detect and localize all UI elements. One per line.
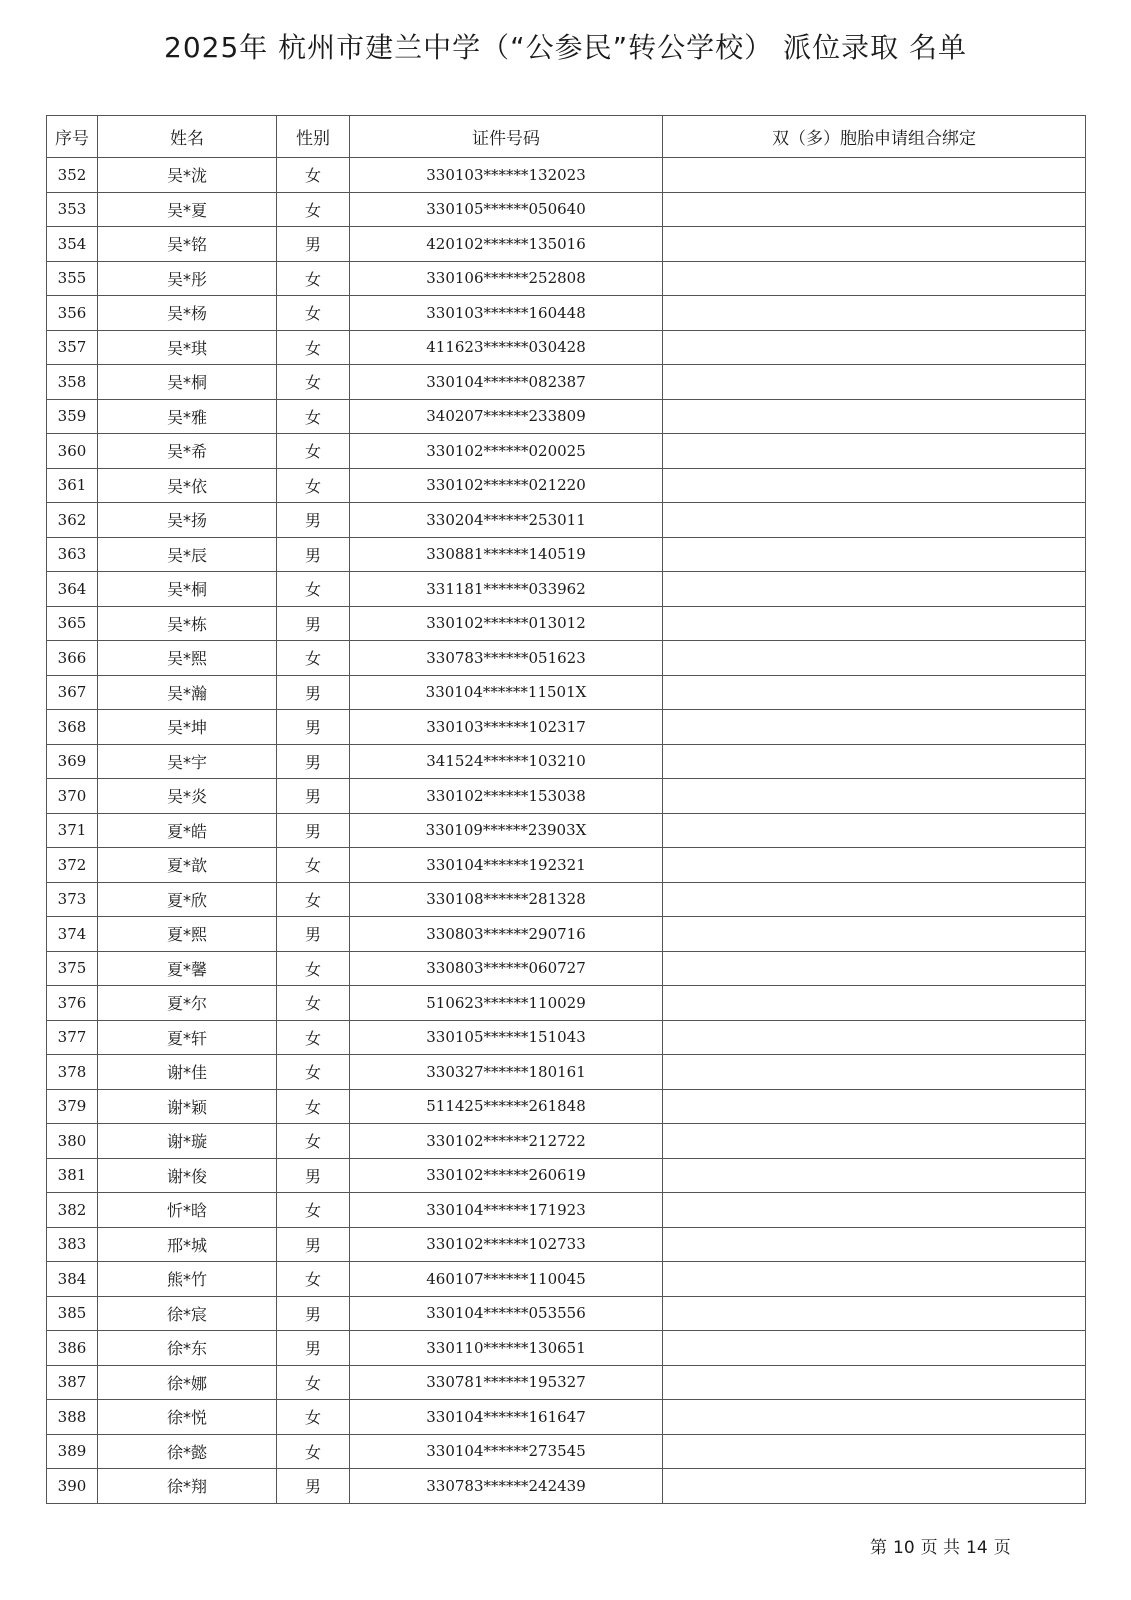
cell-gender: 女 (277, 641, 350, 676)
table-row (47, 606, 1086, 641)
cell-gender: 男 (277, 1296, 350, 1331)
cell-gender: 女 (277, 986, 350, 1021)
cell-gender: 女 (277, 296, 350, 331)
cell-index: 368 (47, 710, 98, 745)
footer-total-pages: 14 (966, 1538, 988, 1558)
cell-index: 374 (47, 917, 98, 952)
table-row (47, 1262, 1086, 1297)
cell-name: 吴*桐 (98, 572, 277, 607)
cell-name: 徐*翔 (98, 1469, 277, 1504)
cell-index: 358 (47, 365, 98, 400)
cell-index: 375 (47, 951, 98, 986)
cell-id-number: 330104******161647 (350, 1400, 663, 1435)
cell-gender: 女 (277, 1365, 350, 1400)
cell-name: 吴*依 (98, 468, 277, 503)
cell-gender: 男 (277, 503, 350, 538)
cell-gender: 男 (277, 606, 350, 641)
cell-name: 邢*城 (98, 1227, 277, 1262)
cell-index: 371 (47, 813, 98, 848)
cell-index: 376 (47, 986, 98, 1021)
cell-id-number: 330803******060727 (350, 951, 663, 986)
footer-page-number: 10 (893, 1538, 915, 1558)
cell-name: 吴*坤 (98, 710, 277, 745)
cell-id-number: 330102******013012 (350, 606, 663, 641)
cell-id-number: 330204******253011 (350, 503, 663, 538)
footer-middle: 页 共 (920, 1538, 961, 1558)
cell-index: 353 (47, 192, 98, 227)
cell-gender: 女 (277, 468, 350, 503)
page-title: 2025年 杭州市建兰中学（“公参民”转公学校） 派位录取 名单 (164, 31, 967, 64)
table-row (47, 744, 1086, 779)
table-row (47, 537, 1086, 572)
cell-index: 369 (47, 744, 98, 779)
cell-id-number: 511425******261848 (350, 1089, 663, 1124)
table-row (47, 848, 1086, 883)
table-row (47, 365, 1086, 400)
cell-id-number: 330104******171923 (350, 1193, 663, 1228)
cell-index: 361 (47, 468, 98, 503)
cell-name: 谢*颖 (98, 1089, 277, 1124)
cell-index: 380 (47, 1124, 98, 1159)
cell-id-number: 330104******082387 (350, 365, 663, 400)
cell-twins-binding (663, 1227, 1086, 1262)
cell-name: 吴*宇 (98, 744, 277, 779)
cell-twins-binding (663, 468, 1086, 503)
cell-gender: 女 (277, 572, 350, 607)
cell-name: 吴*炎 (98, 779, 277, 814)
cell-index: 366 (47, 641, 98, 676)
cell-twins-binding (663, 537, 1086, 572)
cell-twins-binding (663, 399, 1086, 434)
table-row (47, 641, 1086, 676)
cell-gender: 男 (277, 1158, 350, 1193)
cell-name: 夏*轩 (98, 1020, 277, 1055)
cell-index: 364 (47, 572, 98, 607)
cell-index: 387 (47, 1365, 98, 1400)
cell-name: 徐*娜 (98, 1365, 277, 1400)
cell-gender: 女 (277, 882, 350, 917)
cell-name: 吴*琪 (98, 330, 277, 365)
cell-twins-binding (663, 158, 1086, 193)
cell-gender: 女 (277, 1124, 350, 1159)
cell-gender: 男 (277, 537, 350, 572)
cell-id-number: 330102******021220 (350, 468, 663, 503)
cell-index: 388 (47, 1400, 98, 1435)
cell-index: 390 (47, 1469, 98, 1504)
cell-twins-binding (663, 1124, 1086, 1159)
table-row (47, 813, 1086, 848)
cell-gender: 男 (277, 675, 350, 710)
cell-id-number: 330110******130651 (350, 1331, 663, 1366)
cell-twins-binding (663, 296, 1086, 331)
cell-gender: 女 (277, 399, 350, 434)
cell-gender: 男 (277, 779, 350, 814)
cell-index: 354 (47, 227, 98, 262)
cell-id-number: 330881******140519 (350, 537, 663, 572)
cell-name: 谢*璇 (98, 1124, 277, 1159)
cell-gender: 女 (277, 434, 350, 469)
cell-twins-binding (663, 572, 1086, 607)
table-row (47, 330, 1086, 365)
cell-twins-binding (663, 986, 1086, 1021)
header-gender: 性别 (277, 116, 350, 158)
cell-gender: 男 (277, 813, 350, 848)
table-row (47, 296, 1086, 331)
cell-twins-binding (663, 330, 1086, 365)
cell-gender: 男 (277, 1227, 350, 1262)
table-row (47, 917, 1086, 952)
cell-name: 徐*东 (98, 1331, 277, 1366)
cell-index: 356 (47, 296, 98, 331)
table-row (47, 261, 1086, 296)
table-row (47, 503, 1086, 538)
cell-gender: 男 (277, 1331, 350, 1366)
cell-id-number: 330783******051623 (350, 641, 663, 676)
cell-gender: 女 (277, 951, 350, 986)
cell-id-number: 510623******110029 (350, 986, 663, 1021)
cell-twins-binding (663, 779, 1086, 814)
table-row (47, 1020, 1086, 1055)
cell-name: 吴*瀚 (98, 675, 277, 710)
table-row (47, 468, 1086, 503)
cell-name: 吴*泷 (98, 158, 277, 193)
table-row (47, 1124, 1086, 1159)
cell-twins-binding (663, 710, 1086, 745)
cell-index: 379 (47, 1089, 98, 1124)
cell-twins-binding (663, 1193, 1086, 1228)
cell-gender: 男 (277, 744, 350, 779)
table-row (47, 1193, 1086, 1228)
table-body (47, 158, 1086, 1504)
cell-id-number: 330108******281328 (350, 882, 663, 917)
cell-name: 忻*晗 (98, 1193, 277, 1228)
cell-index: 377 (47, 1020, 98, 1055)
cell-index: 359 (47, 399, 98, 434)
cell-id-number: 330104******273545 (350, 1434, 663, 1469)
cell-twins-binding (663, 606, 1086, 641)
cell-name: 谢*俊 (98, 1158, 277, 1193)
cell-twins-binding (663, 675, 1086, 710)
table-row (47, 158, 1086, 193)
cell-twins-binding (663, 1089, 1086, 1124)
cell-name: 夏*尔 (98, 986, 277, 1021)
table-row (47, 1296, 1086, 1331)
page-footer (870, 1533, 1017, 1558)
cell-id-number: 330102******153038 (350, 779, 663, 814)
cell-name: 吴*铭 (98, 227, 277, 262)
cell-gender: 女 (277, 365, 350, 400)
cell-name: 徐*懿 (98, 1434, 277, 1469)
cell-id-number: 330103******102317 (350, 710, 663, 745)
header-name: 姓名 (98, 116, 277, 158)
cell-id-number: 411623******030428 (350, 330, 663, 365)
table-row (47, 1365, 1086, 1400)
cell-id-number: 420102******135016 (350, 227, 663, 262)
cell-index: 363 (47, 537, 98, 572)
table-row (47, 434, 1086, 469)
cell-name: 夏*皓 (98, 813, 277, 848)
table-row (47, 1158, 1086, 1193)
cell-name: 吴*彤 (98, 261, 277, 296)
cell-name: 吴*夏 (98, 192, 277, 227)
cell-index: 382 (47, 1193, 98, 1228)
table-row (47, 882, 1086, 917)
cell-gender: 女 (277, 158, 350, 193)
cell-id-number: 330103******132023 (350, 158, 663, 193)
cell-twins-binding (663, 641, 1086, 676)
cell-name: 夏*熙 (98, 917, 277, 952)
cell-twins-binding (663, 1434, 1086, 1469)
cell-name: 徐*悦 (98, 1400, 277, 1435)
table-row (47, 1055, 1086, 1090)
cell-name: 吴*雅 (98, 399, 277, 434)
cell-gender: 女 (277, 1089, 350, 1124)
table-row (47, 1089, 1086, 1124)
cell-twins-binding (663, 848, 1086, 883)
cell-index: 378 (47, 1055, 98, 1090)
cell-index: 355 (47, 261, 98, 296)
cell-gender: 女 (277, 1020, 350, 1055)
cell-twins-binding (663, 1365, 1086, 1400)
header-index: 序号 (47, 116, 98, 158)
cell-twins-binding (663, 1262, 1086, 1297)
cell-index: 372 (47, 848, 98, 883)
cell-gender: 女 (277, 1400, 350, 1435)
cell-id-number: 330327******180161 (350, 1055, 663, 1090)
cell-index: 367 (47, 675, 98, 710)
cell-twins-binding (663, 1158, 1086, 1193)
cell-gender: 女 (277, 1262, 350, 1297)
cell-index: 386 (47, 1331, 98, 1366)
footer-prefix: 第 (870, 1538, 887, 1558)
cell-id-number: 330803******290716 (350, 917, 663, 952)
cell-twins-binding (663, 365, 1086, 400)
table-row (47, 779, 1086, 814)
table-row (47, 675, 1086, 710)
cell-id-number: 330109******23903X (350, 813, 663, 848)
cell-index: 357 (47, 330, 98, 365)
cell-gender: 女 (277, 1434, 350, 1469)
cell-id-number: 331181******033962 (350, 572, 663, 607)
cell-twins-binding (663, 192, 1086, 227)
table-row (47, 986, 1086, 1021)
cell-id-number: 330103******160448 (350, 296, 663, 331)
cell-name: 夏*欣 (98, 882, 277, 917)
cell-id-number: 330105******151043 (350, 1020, 663, 1055)
table-row (47, 227, 1086, 262)
cell-twins-binding (663, 1331, 1086, 1366)
cell-gender: 女 (277, 330, 350, 365)
cell-id-number: 330105******050640 (350, 192, 663, 227)
table-row (47, 951, 1086, 986)
cell-twins-binding (663, 882, 1086, 917)
cell-id-number: 330781******195327 (350, 1365, 663, 1400)
cell-id-number: 330104******192321 (350, 848, 663, 883)
cell-twins-binding (663, 1055, 1086, 1090)
cell-gender: 女 (277, 848, 350, 883)
cell-id-number: 340207******233809 (350, 399, 663, 434)
cell-gender: 男 (277, 917, 350, 952)
cell-gender: 女 (277, 261, 350, 296)
cell-name: 熊*竹 (98, 1262, 277, 1297)
cell-id-number: 460107******110045 (350, 1262, 663, 1297)
table-row (47, 710, 1086, 745)
cell-name: 夏*歆 (98, 848, 277, 883)
table-row (47, 192, 1086, 227)
table-row (47, 399, 1086, 434)
cell-twins-binding (663, 434, 1086, 469)
cell-twins-binding (663, 1296, 1086, 1331)
cell-name: 徐*宸 (98, 1296, 277, 1331)
cell-name: 吴*熙 (98, 641, 277, 676)
cell-name: 夏*馨 (98, 951, 277, 986)
cell-twins-binding (663, 1400, 1086, 1435)
cell-id-number: 330783******242439 (350, 1469, 663, 1504)
header-id-number: 证件号码 (350, 116, 663, 158)
table-row (47, 1331, 1086, 1366)
cell-id-number: 330102******212722 (350, 1124, 663, 1159)
cell-gender: 男 (277, 1469, 350, 1504)
cell-gender: 女 (277, 1055, 350, 1090)
table-row (47, 572, 1086, 607)
cell-name: 吴*栋 (98, 606, 277, 641)
cell-gender: 女 (277, 1193, 350, 1228)
cell-twins-binding (663, 227, 1086, 262)
cell-index: 385 (47, 1296, 98, 1331)
cell-gender: 男 (277, 227, 350, 262)
cell-id-number: 330102******102733 (350, 1227, 663, 1262)
cell-name: 吴*桐 (98, 365, 277, 400)
cell-id-number: 341524******103210 (350, 744, 663, 779)
cell-twins-binding (663, 503, 1086, 538)
cell-name: 吴*杨 (98, 296, 277, 331)
header-twins-binding: 双（多）胞胎申请组合绑定 (663, 116, 1086, 158)
admission-table (46, 115, 1086, 1504)
cell-index: 352 (47, 158, 98, 193)
cell-gender: 男 (277, 710, 350, 745)
cell-gender: 女 (277, 192, 350, 227)
table-row (47, 1469, 1086, 1504)
cell-index: 365 (47, 606, 98, 641)
cell-twins-binding (663, 1020, 1086, 1055)
cell-id-number: 330102******020025 (350, 434, 663, 469)
cell-name: 吴*扬 (98, 503, 277, 538)
table-row (47, 1227, 1086, 1262)
cell-id-number: 330106******252808 (350, 261, 663, 296)
cell-twins-binding (663, 951, 1086, 986)
cell-index: 360 (47, 434, 98, 469)
cell-twins-binding (663, 1469, 1086, 1504)
cell-index: 389 (47, 1434, 98, 1469)
cell-index: 370 (47, 779, 98, 814)
cell-index: 381 (47, 1158, 98, 1193)
cell-index: 383 (47, 1227, 98, 1262)
table-row (47, 1434, 1086, 1469)
cell-twins-binding (663, 917, 1086, 952)
cell-name: 吴*辰 (98, 537, 277, 572)
cell-index: 373 (47, 882, 98, 917)
cell-index: 362 (47, 503, 98, 538)
cell-name: 谢*佳 (98, 1055, 277, 1090)
table-header-row (47, 116, 1086, 158)
cell-id-number: 330104******11501X (350, 675, 663, 710)
cell-twins-binding (663, 744, 1086, 779)
cell-id-number: 330104******053556 (350, 1296, 663, 1331)
cell-id-number: 330102******260619 (350, 1158, 663, 1193)
cell-twins-binding (663, 813, 1086, 848)
cell-name: 吴*希 (98, 434, 277, 469)
footer-suffix: 页 (993, 1538, 1011, 1558)
cell-index: 384 (47, 1262, 98, 1297)
cell-twins-binding (663, 261, 1086, 296)
table-row (47, 1400, 1086, 1435)
